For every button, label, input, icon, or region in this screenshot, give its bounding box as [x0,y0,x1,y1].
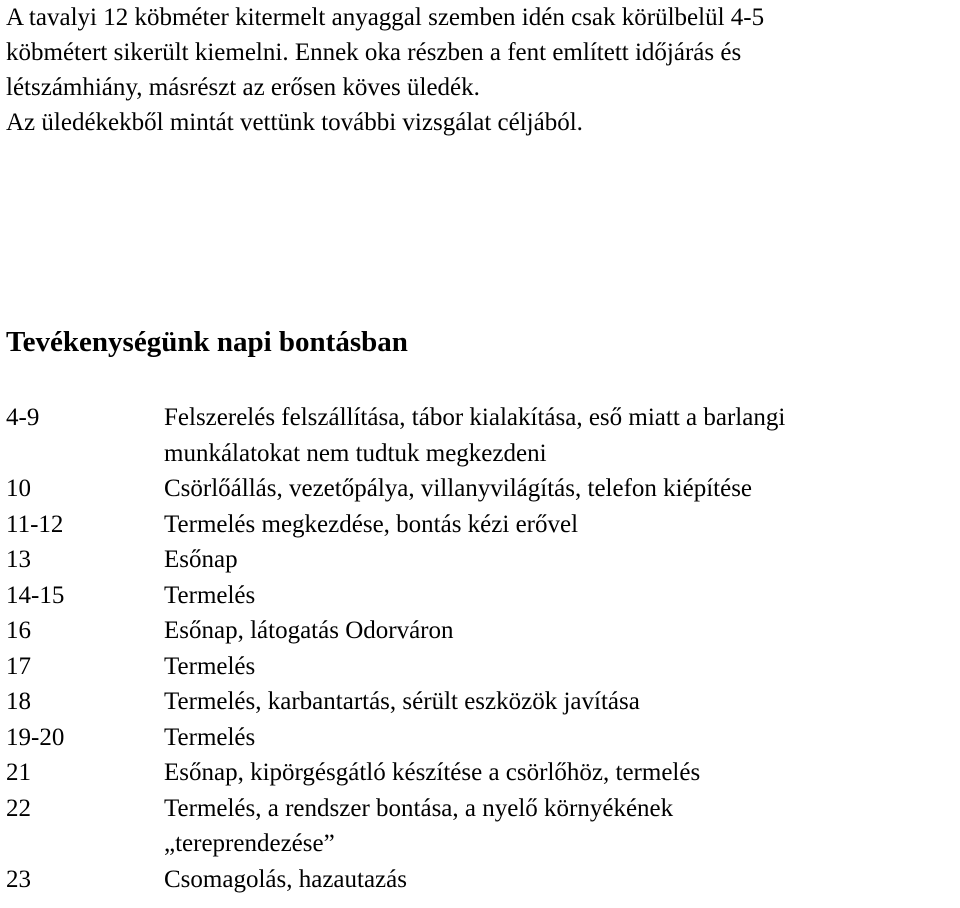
schedule-activity [164,400,956,471]
schedule-activity [164,791,956,862]
schedule-activity-line: „tereprendezése” [164,830,335,857]
intro-line: köbmétert sikerült kiemelni. Ennek oka részben a fent említett időjárás és [6,39,742,66]
schedule-activity [164,613,956,649]
schedule-row [6,649,956,685]
schedule-day: 18 [6,688,31,715]
schedule-activity-line: Felszerelés felszállítása, tábor kialakítása, eső miatt a barlangi [164,404,786,431]
schedule-row [6,791,956,862]
schedule-day: 19-20 [6,723,65,751]
intro-line: létszámhiány, másrészt az erősen köves üledék. [6,74,480,101]
schedule-row [6,578,956,614]
schedule-row [6,755,956,791]
schedule-activity-line: Termelés, a rendszer bontása, a nyelő környékének [164,794,674,822]
intro-line: Az üledékekből mintát vettünk további vizsgálat céljából. [6,109,583,136]
schedule-activity-line: Termelés [164,652,256,680]
schedule-activity [164,649,956,685]
schedule-activity-line: Termelés [164,723,256,751]
schedule-row [6,471,956,507]
schedule-activity-line: munkálatokat nem tudtuk megkezdeni [164,439,547,467]
schedule-activity [164,755,956,791]
schedule-activity-line: Esőnap, kipörgésgátló készítése a csörlőhöz, termelés [164,759,701,786]
intro-line: A tavalyi 12 köbméter kitermelt anyaggal szemben idén csak körülbelül 4-5 [6,4,765,31]
schedule-activity [164,862,956,898]
schedule-activity [164,578,956,614]
schedule-day: 14-15 [6,581,65,609]
schedule-activity-line: Esőnap [164,546,238,573]
intro-paragraph [6,0,956,140]
schedule-activity-line: Termelés megkezdése, bontás kézi erővel [164,510,579,538]
schedule-day: 10 [6,475,31,502]
schedule-activity [164,471,956,507]
schedule-row [6,507,956,543]
schedule-day: 13 [6,546,31,573]
schedule-day: 16 [6,617,31,644]
schedule-activity [164,720,956,756]
schedule-row [6,720,956,756]
schedule-activity-line: Esőnap, látogatás Odorváron [164,617,454,644]
schedule-activity [164,542,956,578]
schedule-row [6,542,956,578]
schedule-activity-line: Termelés [164,581,256,609]
schedule-row [6,684,956,720]
schedule-day: 22 [6,794,31,822]
schedule-row [6,613,956,649]
schedule-row [6,400,956,471]
schedule-activity-line: Csomagolás, hazautazás [164,865,407,893]
daily-schedule-list [6,400,956,897]
schedule-day: 17 [6,652,31,680]
schedule-activity-line: Csörlőállás, vezetőpálya, villanyvilágítás, telefon kiépítése [164,475,753,502]
section-heading: Tevékenységünk napi bontásban [6,326,408,358]
schedule-activity [164,684,956,720]
schedule-day: 11-12 [6,510,64,538]
schedule-row [6,862,956,898]
schedule-day: 4-9 [6,404,40,431]
schedule-activity-line: Termelés, karbantartás, sérült eszközök javítása [164,688,640,715]
schedule-day: 21 [6,759,31,786]
schedule-day: 23 [6,865,31,893]
schedule-activity [164,507,956,543]
